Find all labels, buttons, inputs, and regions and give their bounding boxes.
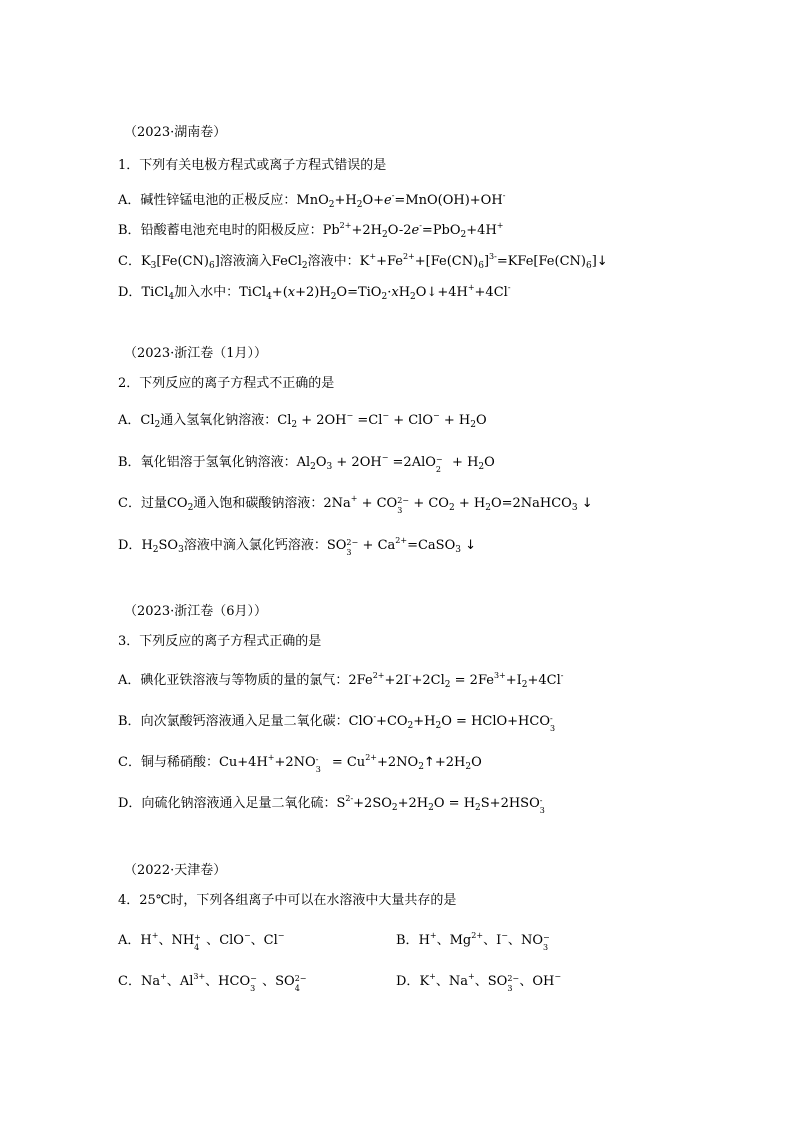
option-a: A．$Cl_2$通入氢氧化钠溶液：$Cl_2 + 2OH^- =Cl^- + ClO^- + H_2O$ xyxy=(118,411,487,430)
question-stem: 3．下列反应的离子方程式正确的是 xyxy=(118,634,322,649)
question-source: （2023·浙江卷（1月）） xyxy=(124,346,267,361)
option-c: C．铜与稀硝酸：Cu+4H++2NO - 3 = $Cu^{2+}+2NO_2↑+2H_2O$ xyxy=(118,753,482,774)
option-a: A．碘化亚铁溶液与等物质的量的氯气：$2Fe^{2+}+2I^-+2Cl_2 = 2Fe^{3+}+I_2+4Cl^-$ xyxy=(118,671,564,690)
question-stem: 4．25℃时，下列各组离子中可以在水溶液中大量共存的是 xyxy=(118,893,457,908)
option-d: D．TiCl$_4$加入水中：$TiCl_4+(x+2)H_2O=TiO_2\cdot xH_2O↓+4H^++4Cl^-$ xyxy=(118,283,511,302)
option-c: C．$K_3[Fe(CN)_6]$溶液滴入FeCl$_2$溶液中：$K^++Fe^{2+}+[Fe(CN)_6]^{3-}=KFe[Fe(CN)_6]↓$ xyxy=(118,252,608,271)
option-c: C．Na+、$Al^{3+}$、HCO − 3 、SO 2− 4 xyxy=(118,972,307,993)
option-b: B．氧化铝溶于氢氧化钠溶液：$Al_2O_3 + 2OH^- =2AlO$ − 2 + $H_2O$ xyxy=(118,453,495,474)
option-c: C．过量$CO_2$通入饱和碳酸钠溶液：2Na+ + CO 2− 3 + $CO_2$ + $H_2O=2NaHCO_3$ ↓ xyxy=(118,494,593,515)
option-b: B．H+、$Mg^{2+}$、I−、NO − 3 xyxy=(396,931,550,952)
option-d: D．K+、Na+、SO 2− 3 、OH− xyxy=(396,972,562,993)
question-source: （2023·湖南卷） xyxy=(124,125,227,140)
question-stem: 2．下列反应的离子方程式不正确的是 xyxy=(118,376,335,391)
question-stem: 1．下列有关电极方程式或离子方程式错误的是 xyxy=(118,158,387,173)
option-b: B．向次氯酸钙溶液通入足量二氧化碳：$ClO^-+CO_2+H_2O$ = HClO+HCO - 3 xyxy=(118,712,556,733)
option-d: D．$H_2SO_3$溶液中滴入氯化钙溶液：SO 2− 3 + $Ca^{2+}=CaSO_3$ ↓ xyxy=(118,536,477,557)
option-a: A．H+、NH + 4 、ClO−、Cl− xyxy=(118,931,285,952)
option-a: A．碱性锌锰电池的正极反应：$MnO_2+H_2O+e^-=MnO(OH)+OH^-$ xyxy=(118,191,506,210)
question-source: （2023·浙江卷（6月）） xyxy=(124,604,267,619)
option-b: B．铅酸蓄电池充电时的阳极反应：$Pb^{2+}+2H_2O-2e^-=PbO_2+4H^+$ xyxy=(118,221,504,240)
question-source: （2022·天津卷） xyxy=(124,863,227,878)
option-d: D．向硫化钠溶液通入足量二氧化硫：$S^{2-}+2SO_2+2H_2O = H_2S+2HSO$ - 3 xyxy=(118,794,545,815)
